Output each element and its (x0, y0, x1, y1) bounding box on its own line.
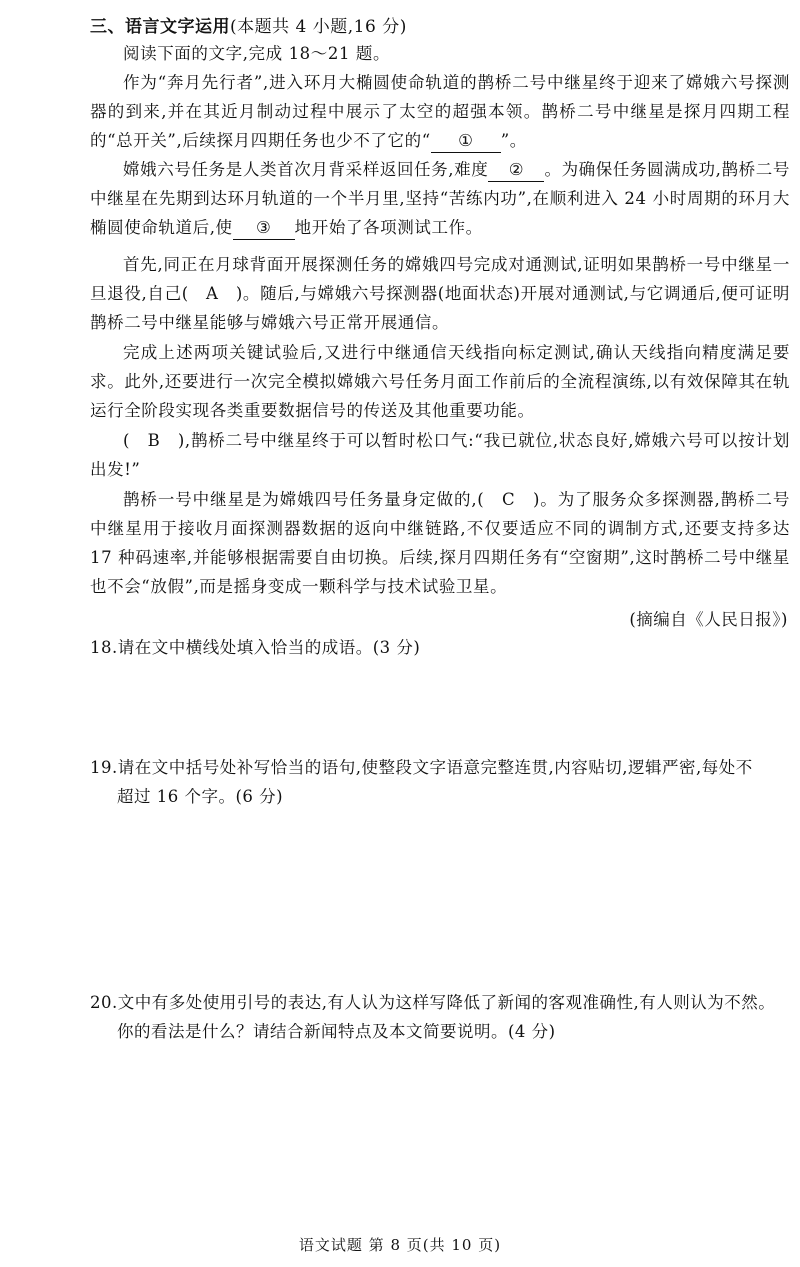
page-footer: 语文试题 第 8 页(共 10 页) (298, 1236, 502, 1254)
section-heading-title: 三、语言文字运用 (90, 17, 230, 37)
paragraph-2-text-c: 地开始了各项测试工作。 (294, 218, 483, 237)
question-19-line-1: 19.请在文中括号处补写恰当的语句,使整段文字语意完整连贯,内容贴切,逻辑严密,每处不 (90, 758, 753, 777)
passage-paragraph-2 (90, 155, 790, 242)
paragraph-2-text-b: 。为确保任务圆满成功,鹊桥二号中继星在先期到达环月轨道的一个半月里,坚持“苦练内功”,在顺利进入 24 小时周期的环月大椭圆使命轨道后,使 (90, 160, 790, 237)
question-19 (90, 753, 790, 811)
passage-paragraph-4: 完成上述两项关键试验后,又进行中继通信天线指向标定测试,确认天线指向精度满足要求。此外,还要进行一次完全模拟嫦娥六号任务月面工作前后的全流程演练,以有效保障其在轨运行全阶段实现各类重要数据信号的传送及其他重要功能。 (90, 343, 790, 420)
section-heading-score: (本题共 4 小题,16 分) (230, 17, 407, 37)
passage-paragraph-1 (90, 68, 790, 155)
blank-3: ③ (233, 217, 295, 240)
section-heading (90, 12, 407, 37)
source-citation: (摘编自《人民日报》) (629, 610, 788, 629)
blank-2: ② (488, 159, 544, 182)
question-20-line-2: 你的看法是什么？请结合新闻特点及本文简要说明。(4 分) (117, 1022, 556, 1041)
question-20-line-1: 20.文中有多处使用引号的表达,有人认为这样写降低了新闻的客观准确性,有人则认为不然。 (90, 993, 776, 1012)
passage-paragraph-3: 首先,同正在月球背面开展探测任务的嫦娥四号完成对通测试,证明如果鹊桥一号中继星一旦退役,自己( A )。随后,与嫦娥六号探测器(地面状态)开展对通测试,与它调通后,便可证明鹊桥二号中继星能够与嫦娥六号正常开展通信。 (90, 255, 790, 332)
question-19-line-2: 超过 16 个字。(6 分) (117, 787, 284, 806)
paragraph-2-text-a: 嫦娥六号任务是人类首次月背采样返回任务,难度 (123, 160, 489, 179)
blank-1: ① (431, 130, 501, 153)
passage-paragraph-5: ( B ),鹊桥二号中继星终于可以暂时松口气:“我已就位,状态良好,嫦娥六号可以按计划出发!” (90, 431, 790, 479)
question-20 (90, 988, 790, 1046)
paragraph-1-text-a: 作为“奔月先行者”,进入环月大椭圆使命轨道的鹊桥二号中继星终于迎来了嫦娥六号探测器的到来,并在其近月制动过程中展示了太空的超强本领。鹊桥二号中继星是探月四期工程的“总开关”,后续探月四期任务也少不了它的“ (90, 73, 790, 150)
reading-instruction: 阅读下面的文字,完成 18～21 题。 (123, 44, 391, 63)
paragraph-1-text-b: ”。 (500, 131, 527, 150)
question-18: 18.请在文中横线处填入恰当的成语。(3 分) (90, 638, 421, 657)
passage-paragraph-6: 鹊桥一号中继星是为嫦娥四号任务量身定做的,( C )。为了服务众多探测器,鹊桥二号中继星用于接收月面探测器数据的返向中继链路,不仅要适应不同的调制方式,还要支持多达 17 种码速率,并能够根据需要自由切换。后续,探月四期任务有“空窗期”,这时鹊桥二号中继星也不会“放假”,而是摇身变成一颗科学与技术试验卫星。 (90, 490, 790, 596)
